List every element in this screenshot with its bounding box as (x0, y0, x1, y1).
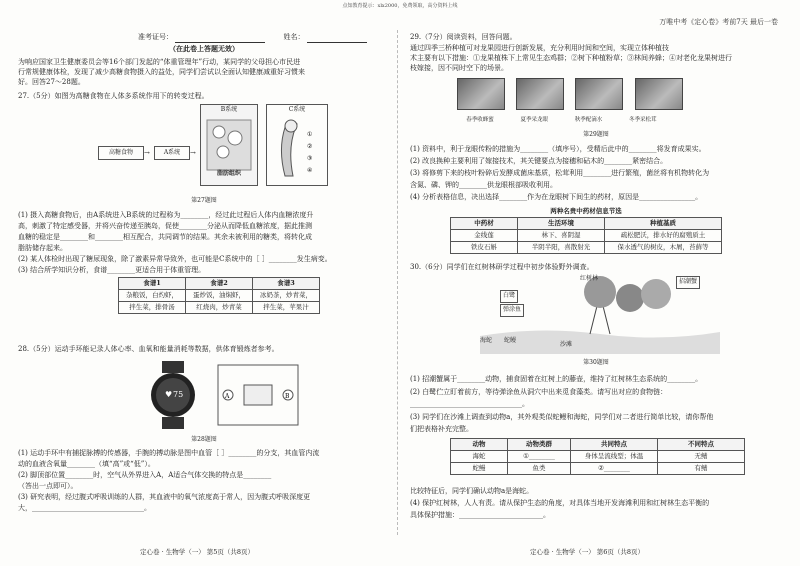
food-box: 高糖食物 (98, 146, 144, 160)
footer-right: 定心卷 · 生物学（一） 第6页（共8页） (530, 548, 645, 556)
table-header: 中药材 (451, 217, 518, 229)
menu-cell: 冰奶茶，炒青菜， (253, 290, 320, 302)
table-cell: ①________ (508, 451, 571, 463)
menu-cell: 拌生菜，苹果汁 (253, 302, 320, 314)
system-b-box (200, 104, 258, 186)
q29-passage-3: 枝嫁接，因不同时空下的场景。 (410, 64, 508, 72)
table-cell: 身体呈流线型；体温 (571, 451, 658, 463)
table-cell: 无鳍 (658, 451, 745, 463)
q30-table (450, 438, 745, 475)
watch-and-circulation-diagram (148, 359, 308, 431)
q30-after-3: 具体保护措施：________________________。 (410, 511, 550, 519)
menu-header: 食谱1 (119, 278, 186, 290)
q27-menu-table (118, 277, 320, 314)
q29-line-3: (3) 将修剪下来的枝叶粉碎后发酵成菌床基质，松茸利用________进行繁殖，菌丝将有机物转化为 (410, 169, 710, 177)
system-c-box (266, 104, 328, 186)
q28-caption: 第28题图 (191, 436, 217, 443)
system-a-box: A系统 (154, 146, 190, 160)
table-cell: 鱼类 (508, 463, 571, 475)
q30-after-1: 比较特征后，同学们确认动物a是海蛇。 (410, 487, 534, 495)
q28-stem: 28.（5分）运动手环能记录人体心率、血氧和能量消耗等数据，供体育锻炼者参考。 (18, 345, 279, 353)
table-cell: 铁皮石斛 (451, 241, 518, 253)
exam-no-label: 准考证号： (138, 33, 173, 41)
q27-line-6: (3) 结合所学知识分析，食谱________更适合用于体重管理。 (18, 266, 206, 274)
table-header: 共同特点 (571, 439, 658, 451)
label-beach: 沙滩 (560, 341, 573, 348)
q27-line-1: (1) 摄入高糖食物后，由A系统进入B系统的过程称为________，经过此过程后人体内血糖浓度升 (18, 211, 314, 219)
table-header: 不同特点 (658, 439, 745, 451)
table-cell: 蛇鳗 (451, 463, 508, 475)
table-cell: 有鳍 (658, 463, 745, 475)
q28-line-1: (1) 运动手环中有捕捉脉搏的传感器，手腕的搏动脉是图中血管［ ］________的分支，其血管内流 (18, 449, 320, 457)
table-cell: 半阴半阳，喜散射光 (518, 241, 605, 253)
photo-label: 夏季采龙眼 (520, 116, 548, 123)
q29-table (450, 206, 722, 254)
menu-cell: 拌生菜，排骨汤 (119, 302, 186, 314)
q29-passage-2: 术主要有以下措施：①龙果植株下上常见生态鸡群；②树下种植粉草；③林间养蜂；④对老化龙果树进行 (410, 54, 732, 62)
photo-longan (516, 78, 564, 110)
footer-left: 定心卷 · 生物学（一） 第5页（共8页） (140, 548, 255, 556)
arrow-icon: → (190, 149, 196, 157)
q30-figure (480, 274, 720, 354)
watch-value: 75 (173, 390, 184, 399)
svg-text:④: ④ (307, 166, 313, 174)
name-field[interactable] (307, 34, 367, 43)
intro-line-1: 为响应国家卫生健康委员会等16个部门发起的“体重管理年”行动，某同学的父母担心市民进 (18, 58, 301, 66)
q27-stem: 27.（5分）如图为高糖食物在人体多系统作用下的转变过程。 (18, 92, 209, 100)
photo-label: 春季收蜂蜜 (466, 116, 494, 123)
fat-tissue-label: 脂肪组织 (216, 169, 241, 177)
intro-line-2: 行常规健康体检，发现了减少高糖食物摄入的益处，同学们尝试以全面认知健康减重好习惯来 (18, 68, 305, 76)
q29-photos (454, 78, 734, 125)
q27-line-5: (2) 某人体检时出现了糖尿现象，除了激素异常导致外，也可能是C系统中的［ ］________发生病变。 (18, 255, 332, 263)
q30-after-2: (4) 保护红树林，人人有责。请从保护生态的角度，对具体当地开发海滩利用和红树林生态平衡的 (410, 499, 710, 507)
photo-label: 冬季采松茸 (628, 116, 657, 123)
q29-line-5: (4) 分析表格信息，决出选择________作为在龙眼树下间生的药材，原因是________________。 (410, 193, 703, 201)
q30-line-1: (1) 招潮蟹属于________动物，捕食固着在红树上的藤壶，维持了红树林生态系统的________。 (410, 375, 703, 383)
answer-notice: （在此卷上答题无效） (169, 44, 239, 53)
exam-no-field[interactable] (175, 34, 265, 43)
table-header: 动物 (451, 439, 508, 451)
photo-drip (575, 78, 623, 110)
intro-line-3: 好。回答27～28题。 (18, 78, 85, 86)
svg-text:③: ③ (307, 154, 313, 162)
q30-line-5: 们把表格补充完整。 (410, 425, 473, 433)
q28-line-3: (2) 脚顶部位置________时，空气从外界进入A，A适合气体交换的特点是________ (18, 471, 272, 479)
q29-caption: 第29题图 (583, 131, 609, 138)
q30-stem: 30.（6分）同学们在红树林研学过程中初步体验野外调查。 (410, 263, 594, 271)
menu-header: 食谱3 (253, 278, 320, 290)
q28-figure (148, 359, 308, 431)
q29-stem: 29.（7分）阅读资料，回答问题。 (410, 33, 517, 41)
q28-line-6: 大，________________________________。 (18, 504, 151, 512)
photo-label: 秋季配滴水 (574, 116, 603, 123)
system-b-label: B系统 (220, 106, 238, 113)
q30-line-4: (3) 同学们在沙滩上调查到动物a，其外观类似蛇鳗和海蛇，同学们对二者进行简单比较，请你帮他 (410, 413, 714, 421)
table-cell: 疏松肥沃，排水好的腐殖质土 (605, 229, 722, 241)
table-header: 生活环境 (518, 217, 605, 229)
label-crab: 招潮蟹 (676, 276, 700, 289)
table-cell: 海蛇 (451, 451, 508, 463)
menu-cell: 蛋炒饭，油焖虾， (186, 290, 253, 302)
menu-cell: 杂粮饭，白灼虾， (119, 290, 186, 302)
q30-line-2: (2) 白鹭伫立盯着前方，等待弹涂鱼从洞穴中出来觅食藻类。请写出对应的食物链： (410, 388, 668, 396)
label-sea-snake: 海蛇 (480, 337, 493, 344)
table-cell: 金线莲 (451, 229, 518, 241)
svg-text:♥: ♥ (165, 390, 173, 399)
name-label: 姓名： (283, 33, 305, 41)
nephron-illustration (267, 116, 327, 184)
q27-figure (98, 104, 328, 192)
q28-line-4: （答出一点即可）。 (18, 482, 78, 490)
q29-line-2: (2) 改良换种主要利用了嫁接技术，其关键要点为接穗和砧木的________紧密结合。 (410, 157, 668, 165)
svg-text:A: A (225, 393, 230, 400)
header-right: 万唯中考《定心卷》考前7天 最后一卷 (659, 18, 778, 26)
svg-text:①: ① (307, 130, 313, 138)
photo-mushroom (635, 78, 683, 110)
q30-caption: 第30题图 (583, 359, 609, 366)
q27-line-3: 血糖的稳定是________和________相互配合，共同调节的结果。其余未被利用的糖类，将转化成 (18, 233, 312, 241)
label-fish: 弹涂鱼 (500, 304, 524, 317)
table-cell: 保水透气的树皮，木屑，苔藓等 (605, 241, 722, 253)
q28-line-5: (3) 研究表明，经过腹式呼吸训练的人群，其血液中的氧气浓度高于常人，因为腹式呼吸深度更 (18, 493, 311, 501)
page-divider (397, 30, 398, 535)
photo-honey (457, 78, 505, 110)
q27-line-2: 高，刺激了特定感受器，并将兴奋传递至胰岛，促使________分泌从而降低血糖浓度，据此推测 (18, 222, 312, 230)
table-cell: 林下、喜阴湿 (518, 229, 605, 241)
q29-line-4: 含氮、磷、钾的________供龙眼根部吸收利用。 (410, 181, 557, 189)
q27-line-4: 脂肪储存起来。 (18, 244, 67, 252)
q29-passage-1: 通过四季三桥种植可对龙果园进行创新发展，充分利用时间和空间，实现立体种植技 (410, 44, 669, 52)
arrow-icon: → (144, 149, 150, 157)
q30-line-3: ________________________________。 (410, 400, 529, 408)
q28-line-2: 动的血液含氧量________（填“高”或“低”）。 (18, 460, 155, 468)
q27-caption: 第27题图 (191, 197, 217, 204)
label-heron: 白鹭 (500, 290, 518, 303)
label-tree: 红树林 (580, 275, 599, 282)
table-cell: ②________ (571, 463, 658, 475)
menu-header: 食谱2 (186, 278, 253, 290)
table-header: 种植基质 (605, 217, 722, 229)
system-c-label: C系统 (288, 106, 306, 113)
menu-cell: 红烧肉，炒青菜 (186, 302, 253, 314)
q29-table-title: 两种名贵中药材信息节选 (550, 207, 622, 215)
top-note: 点知教育提示：xlx2000，免费领取，高分资料上线 (342, 3, 458, 9)
q29-line-1: (1) 资料中，利于龙眼传粉的措施为________（填序号），受精后此中的________将发育成果实。 (410, 145, 706, 153)
svg-text:B: B (285, 393, 290, 400)
table-header: 动物类群 (508, 439, 571, 451)
label-snake-eel: 蛇鳗 (504, 337, 517, 344)
svg-text:②: ② (307, 142, 313, 150)
